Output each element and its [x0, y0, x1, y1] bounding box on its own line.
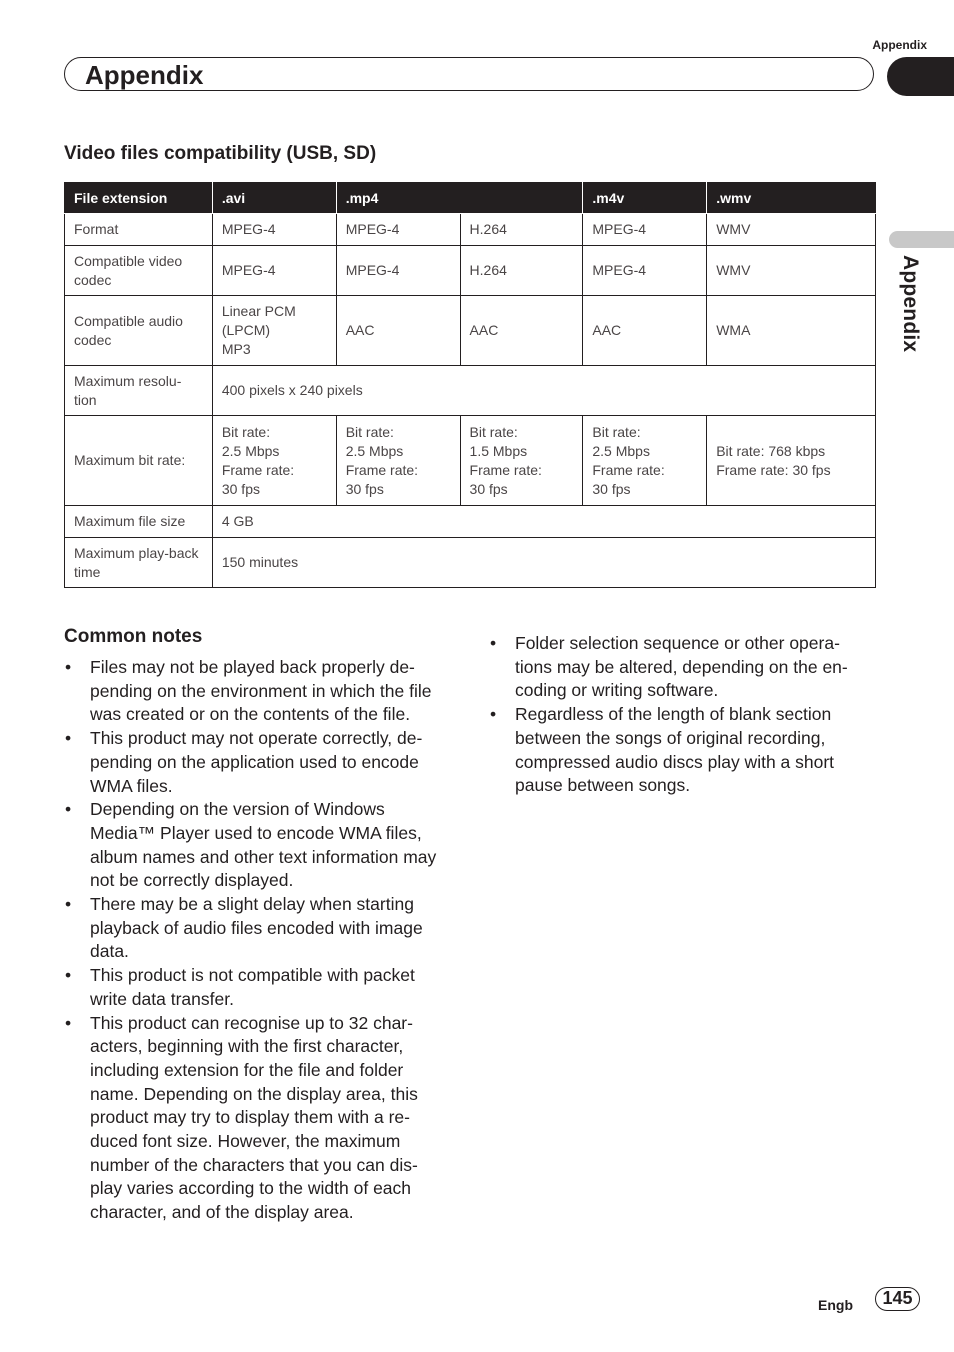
- table-cell: MPEG-4: [212, 246, 336, 296]
- cell-line: 30 fps: [469, 480, 508, 497]
- table-row: [65, 538, 876, 588]
- table-cell: [707, 416, 876, 506]
- chapter-tab-marker: [887, 57, 954, 96]
- row-label: Maximum resolu-tion: [65, 366, 213, 416]
- list-item: • There may be a slight delay when starting playback of audio files encoded with image data.: [64, 893, 448, 964]
- table-cell: [460, 416, 583, 506]
- cell-line: 1.5 Mbps: [469, 442, 528, 459]
- section-title: Video files compatibility (USB, SD): [64, 143, 377, 164]
- table-cell: WMA: [707, 296, 876, 366]
- table-cell: 400 pixels x 240 pixels: [212, 366, 875, 416]
- running-head: Appendix: [872, 38, 927, 52]
- table-cell: [336, 416, 460, 506]
- list-item: • Files may not be played back properly de-pending on the environment in which the file was created or on the contents of the file.: [64, 656, 448, 727]
- table-cell: MPEG-4: [212, 214, 336, 246]
- table-cell: MPEG-4: [336, 214, 460, 246]
- row-label: Compatible audio codec: [65, 296, 213, 366]
- header-cell: File extension: [65, 183, 213, 214]
- cell-line: Frame rate: 30 fps: [716, 461, 831, 478]
- header-cell: .wmv: [707, 183, 876, 214]
- cell-line: Frame rate:: [221, 461, 295, 478]
- cell-line: Bit rate:: [345, 423, 394, 440]
- table-row: [65, 296, 876, 366]
- cell-line: Linear PCM: [221, 303, 296, 319]
- chapter-title-bar: [64, 57, 874, 91]
- cell-line: 30 fps: [221, 480, 260, 497]
- list-item: • This product is not compatible with packet write data transfer.: [64, 964, 448, 1011]
- table-cell: 4 GB: [212, 506, 875, 538]
- cell-line: Frame rate:: [592, 461, 665, 478]
- cell-line: 2.5 Mbps: [592, 442, 650, 459]
- cell-line: Bit rate:: [221, 423, 271, 440]
- side-section-label: Appendix: [899, 255, 922, 353]
- header-cell: .m4v: [583, 183, 707, 214]
- cell-line: 30 fps: [592, 480, 631, 497]
- table-row: [65, 506, 876, 538]
- list-item: • Folder selection sequence or other opera-tions may be altered, depending on the en-coding or writing software.: [489, 632, 875, 703]
- video-compatibility-table: [64, 182, 876, 588]
- table-cell: MPEG-4: [583, 246, 707, 296]
- chapter-title: Appendix: [85, 60, 204, 90]
- header-cell: .avi: [212, 183, 336, 214]
- table-header-row: [65, 183, 876, 214]
- table-cell: [583, 416, 707, 506]
- list-item: • This product can recognise up to 32 char-acters, beginning with the first character, including extension for the file and folder name. Depending on the display area, this product may try to display them with a re-duced font size. However, the maximum number of the characters that you can dis-play varies according to the width of each character, and of the display area.: [64, 1012, 448, 1225]
- table-row: [65, 246, 876, 296]
- table-cell: [212, 416, 336, 506]
- footer-language: Engb: [818, 1297, 853, 1313]
- row-label: Format: [65, 214, 213, 246]
- page-number: 145: [875, 1287, 920, 1311]
- table-cell: AAC: [336, 296, 460, 366]
- cell-line: 2.5 Mbps: [345, 442, 404, 459]
- cell-line: 30 fps: [345, 480, 384, 497]
- row-label: Maximum play-back time: [65, 538, 213, 588]
- table-row: [65, 416, 876, 506]
- table-cell: H.264: [460, 214, 583, 246]
- notes-list-right: [489, 632, 875, 798]
- table-cell: MPEG-4: [583, 214, 707, 246]
- side-tab-marker: [889, 231, 954, 248]
- cell-line: 2.5 Mbps: [221, 442, 280, 459]
- table-cell: AAC: [583, 296, 707, 366]
- row-label: Compatible video codec: [65, 246, 213, 296]
- table-cell: WMV: [707, 246, 876, 296]
- table-cell: H.264: [460, 246, 583, 296]
- table-cell: [212, 296, 336, 366]
- table-row: [65, 214, 876, 246]
- header-cell: .mp4: [336, 183, 583, 214]
- cell-line: Frame rate:: [345, 461, 419, 478]
- cell-line: Frame rate:: [469, 461, 542, 478]
- notes-title: Common notes: [64, 626, 203, 647]
- table-cell: 150 minutes: [212, 538, 875, 588]
- table-cell: WMV: [707, 214, 876, 246]
- row-label: Maximum file size: [65, 506, 213, 538]
- list-item: • Depending on the version of Windows Media™ Player used to encode WMA files, album names and other text information may not be correctly displayed.: [64, 798, 448, 893]
- table-cell: MPEG-4: [336, 246, 460, 296]
- table-cell: AAC: [460, 296, 583, 366]
- list-item: • Regardless of the length of blank section between the songs of original recording, compressed audio discs play with a short pause between songs.: [489, 703, 875, 798]
- notes-list-left: [64, 656, 448, 1225]
- cell-line: Bit rate: 768 kbps: [716, 442, 826, 459]
- cell-line: MP3: [221, 341, 251, 357]
- cell-line: Bit rate:: [592, 423, 641, 440]
- row-label: Maximum bit rate:: [65, 416, 213, 506]
- table-row: [65, 366, 876, 416]
- cell-line: (LPCM): [221, 322, 271, 338]
- list-item: • This product may not operate correctly, de-pending on the application used to encode WMA files.: [64, 727, 448, 798]
- cell-line: Bit rate:: [469, 423, 518, 440]
